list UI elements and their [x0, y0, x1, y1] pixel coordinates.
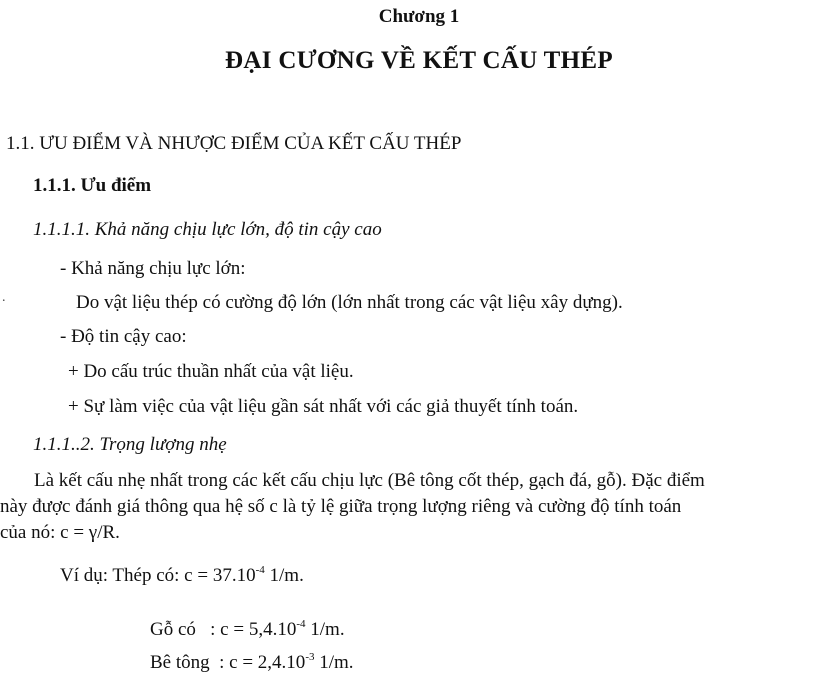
body-line: + Sự làm việc của vật liệu gần sát nhất với các giả thuyết tính toán.: [68, 396, 579, 417]
exponent: -3: [305, 651, 315, 663]
example-text: Gỗ có : c = 5,4.10: [150, 619, 297, 640]
body-line: - Độ tin cậy cao:: [60, 326, 187, 347]
chapter-title: ĐẠI CƯƠNG VỀ KẾT CẤU THÉP: [225, 47, 613, 74]
body-line: - Khả năng chịu lực lớn:: [60, 258, 246, 279]
paragraph-line: của nó: c = γ/R.: [0, 522, 120, 543]
subsection-heading: 1.1.1. Ưu điểm: [33, 175, 152, 196]
example-unit: 1/m.: [264, 565, 304, 586]
example-line: [60, 565, 304, 587]
example-text: Bê tông : c = 2,4.10: [150, 652, 306, 673]
exponent: -4: [255, 564, 265, 576]
example-line: [131, 630, 354, 696]
item-heading-2: 1.1.1..2. Trọng lượng nhẹ: [33, 434, 227, 455]
chapter-label: Chương 1: [378, 6, 460, 27]
example-unit: 1/m.: [314, 652, 354, 673]
scan-mark: .: [2, 290, 6, 305]
example-unit: 1/m.: [305, 619, 345, 640]
body-line: Do vật liệu thép có cường độ lớn (lớn nhất trong các vật liệu xây dựng).: [76, 292, 623, 313]
paragraph-line: Là kết cấu nhẹ nhất trong các kết cấu chịu lực (Bê tông cốt thép, gạch đá, gỗ). Đặc điểm: [34, 470, 705, 491]
example-text: Ví dụ: Thép có: c = 37.10: [60, 565, 256, 586]
paragraph-line: này được đánh giá thông qua hệ số c là tỷ lệ giữa trọng lượng riêng và cường độ tính toán: [0, 496, 682, 517]
item-heading-1: 1.1.1.1. Khả năng chịu lực lớn, độ tin cậy cao: [33, 219, 382, 240]
section-heading: 1.1. ƯU ĐIỂM VÀ NHƯỢC ĐIỂM CỦA KẾT CẤU THÉP: [6, 133, 462, 154]
body-line: + Do cấu trúc thuần nhất của vật liệu.: [68, 361, 354, 382]
exponent: -4: [296, 618, 306, 630]
